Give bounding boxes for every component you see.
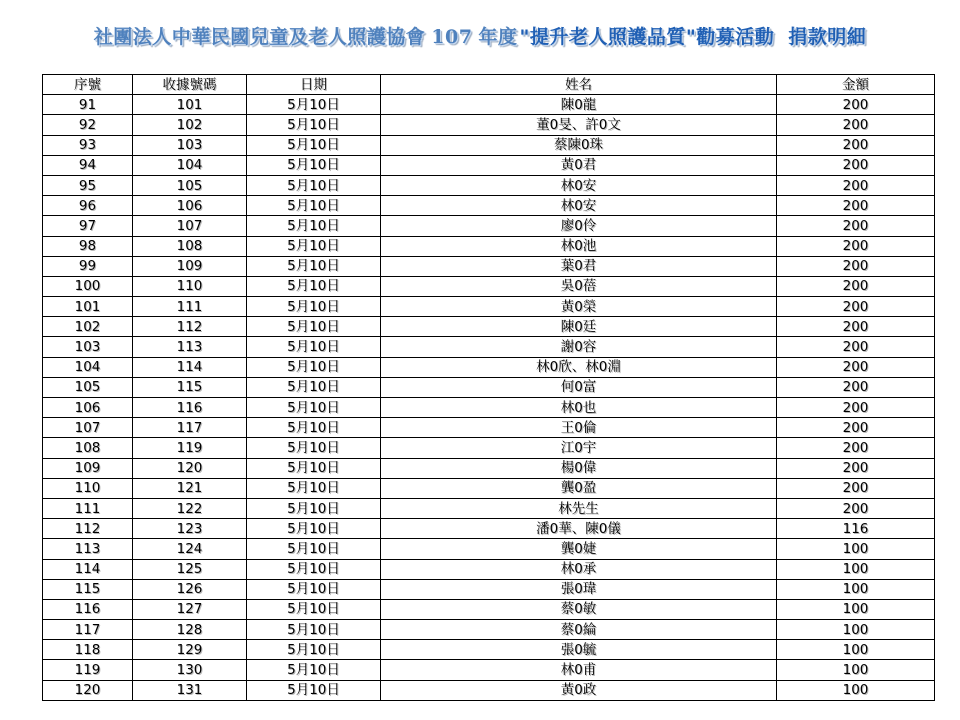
table-row [43, 357, 935, 377]
cell-name: 林0甫 [381, 660, 777, 680]
table-row [43, 95, 935, 115]
cell-seq: 107 [43, 418, 133, 438]
cell-name: 林0安 [381, 196, 777, 216]
cell-seq: 94 [43, 155, 133, 175]
cell-seq: 113 [43, 539, 133, 559]
cell-receipt: 113 [133, 337, 247, 357]
cell-seq: 104 [43, 357, 133, 377]
cell-seq: 119 [43, 660, 133, 680]
table-row [43, 539, 935, 559]
cell-amount: 100 [777, 579, 935, 599]
cell-receipt: 130 [133, 660, 247, 680]
cell-date: 5月10日 [247, 357, 381, 377]
cell-date: 5月10日 [247, 236, 381, 256]
cell-amount: 100 [777, 599, 935, 619]
cell-seq: 118 [43, 640, 133, 660]
cell-seq: 108 [43, 438, 133, 458]
table-row [43, 377, 935, 397]
cell-seq: 114 [43, 559, 133, 579]
cell-date: 5月10日 [247, 196, 381, 216]
cell-amount: 200 [777, 337, 935, 357]
cell-receipt: 124 [133, 539, 247, 559]
cell-seq: 97 [43, 216, 133, 236]
cell-name: 廖0伶 [381, 216, 777, 236]
cell-amount: 200 [777, 317, 935, 337]
cell-amount: 200 [777, 478, 935, 498]
cell-name: 董0旻、許0文 [381, 115, 777, 135]
cell-seq: 112 [43, 519, 133, 539]
cell-amount: 100 [777, 620, 935, 640]
cell-name: 蔡0綸 [381, 620, 777, 640]
cell-name: 林0承 [381, 559, 777, 579]
cell-seq: 105 [43, 377, 133, 397]
cell-amount: 200 [777, 236, 935, 256]
cell-amount: 100 [777, 680, 935, 700]
cell-receipt: 111 [133, 297, 247, 317]
cell-name: 陳0龍 [381, 95, 777, 115]
cell-receipt: 102 [133, 115, 247, 135]
cell-amount: 200 [777, 95, 935, 115]
cell-seq: 110 [43, 478, 133, 498]
header-amount: 金額 [777, 75, 935, 95]
table-body [43, 95, 935, 701]
cell-date: 5月10日 [247, 276, 381, 296]
cell-name: 葉0君 [381, 256, 777, 276]
table-row [43, 337, 935, 357]
cell-date: 5月10日 [247, 377, 381, 397]
cell-name: 謝0容 [381, 337, 777, 357]
cell-receipt: 128 [133, 620, 247, 640]
cell-receipt: 125 [133, 559, 247, 579]
table-row [43, 398, 935, 418]
cell-name: 張0毓 [381, 640, 777, 660]
cell-name: 林0欣、林0淵 [381, 357, 777, 377]
table-row [43, 579, 935, 599]
cell-receipt: 127 [133, 599, 247, 619]
cell-date: 5月10日 [247, 297, 381, 317]
table-row [43, 276, 935, 296]
cell-name: 江0宇 [381, 438, 777, 458]
title-suffix: 捐款明細 [788, 26, 867, 48]
cell-amount: 200 [777, 357, 935, 377]
table-row [43, 115, 935, 135]
cell-date: 5月10日 [247, 337, 381, 357]
cell-seq: 120 [43, 680, 133, 700]
table-row [43, 458, 935, 478]
title-organization: 社團法人中華民國兒童及老人照護協會 [93, 26, 426, 48]
cell-date: 5月10日 [247, 418, 381, 438]
cell-date: 5月10日 [247, 256, 381, 276]
table-row [43, 196, 935, 216]
donation-table [42, 74, 935, 701]
table-row [43, 175, 935, 195]
cell-seq: 91 [43, 95, 133, 115]
cell-amount: 200 [777, 377, 935, 397]
title-year: 107 [431, 26, 473, 48]
table-row [43, 498, 935, 518]
table-row [43, 478, 935, 498]
cell-date: 5月10日 [247, 458, 381, 478]
header-name: 姓名 [381, 75, 777, 95]
cell-seq: 111 [43, 498, 133, 518]
cell-name: 吳0蓓 [381, 276, 777, 296]
cell-date: 5月10日 [247, 216, 381, 236]
cell-amount: 100 [777, 539, 935, 559]
header-date: 日期 [247, 75, 381, 95]
cell-seq: 101 [43, 297, 133, 317]
cell-receipt: 104 [133, 155, 247, 175]
cell-amount: 200 [777, 175, 935, 195]
table-row [43, 680, 935, 700]
cell-date: 5月10日 [247, 135, 381, 155]
cell-seq: 98 [43, 236, 133, 256]
cell-amount: 200 [777, 418, 935, 438]
table-row [43, 438, 935, 458]
cell-date: 5月10日 [247, 680, 381, 700]
table-row [43, 256, 935, 276]
cell-receipt: 122 [133, 498, 247, 518]
cell-amount: 116 [777, 519, 935, 539]
cell-seq: 93 [43, 135, 133, 155]
cell-date: 5月10日 [247, 115, 381, 135]
title-campaign: "提升老人照護品質"勸募活動 [519, 26, 775, 48]
cell-seq: 116 [43, 599, 133, 619]
table-row [43, 297, 935, 317]
table-row [43, 216, 935, 236]
table-row [43, 317, 935, 337]
cell-receipt: 109 [133, 256, 247, 276]
cell-amount: 200 [777, 135, 935, 155]
cell-name: 蔡陳0珠 [381, 135, 777, 155]
cell-amount: 200 [777, 256, 935, 276]
cell-receipt: 103 [133, 135, 247, 155]
cell-receipt: 105 [133, 175, 247, 195]
cell-receipt: 120 [133, 458, 247, 478]
cell-seq: 109 [43, 458, 133, 478]
cell-receipt: 123 [133, 519, 247, 539]
cell-date: 5月10日 [247, 579, 381, 599]
table-row [43, 135, 935, 155]
cell-name: 林0池 [381, 236, 777, 256]
cell-date: 5月10日 [247, 519, 381, 539]
cell-amount: 200 [777, 297, 935, 317]
cell-date: 5月10日 [247, 95, 381, 115]
cell-amount: 100 [777, 640, 935, 660]
cell-date: 5月10日 [247, 155, 381, 175]
cell-name: 何0富 [381, 377, 777, 397]
cell-name: 黃0君 [381, 155, 777, 175]
cell-amount: 200 [777, 216, 935, 236]
cell-amount: 200 [777, 398, 935, 418]
cell-name: 蔡0敏 [381, 599, 777, 619]
cell-name: 林先生 [381, 498, 777, 518]
cell-receipt: 131 [133, 680, 247, 700]
title-year-label: 年度 [478, 26, 518, 48]
table-row [43, 620, 935, 640]
cell-receipt: 119 [133, 438, 247, 458]
cell-seq: 100 [43, 276, 133, 296]
cell-date: 5月10日 [247, 175, 381, 195]
cell-receipt: 108 [133, 236, 247, 256]
cell-seq: 102 [43, 317, 133, 337]
cell-receipt: 129 [133, 640, 247, 660]
cell-name: 張0瑋 [381, 579, 777, 599]
cell-receipt: 107 [133, 216, 247, 236]
table-row [43, 640, 935, 660]
cell-date: 5月10日 [247, 498, 381, 518]
cell-name: 龔0婕 [381, 539, 777, 559]
cell-name: 龔0盈 [381, 478, 777, 498]
cell-date: 5月10日 [247, 559, 381, 579]
cell-name: 陳0廷 [381, 317, 777, 337]
cell-seq: 115 [43, 579, 133, 599]
cell-amount: 200 [777, 115, 935, 135]
cell-name: 楊0偉 [381, 458, 777, 478]
cell-amount: 100 [777, 660, 935, 680]
cell-date: 5月10日 [247, 539, 381, 559]
cell-seq: 92 [43, 115, 133, 135]
table-row [43, 236, 935, 256]
table-row [43, 418, 935, 438]
cell-amount: 200 [777, 155, 935, 175]
cell-receipt: 117 [133, 418, 247, 438]
header-seq: 序號 [43, 75, 133, 95]
cell-date: 5月10日 [247, 478, 381, 498]
header-receipt: 收據號碼 [133, 75, 247, 95]
cell-date: 5月10日 [247, 640, 381, 660]
cell-receipt: 121 [133, 478, 247, 498]
cell-amount: 200 [777, 276, 935, 296]
table-row [43, 155, 935, 175]
cell-receipt: 116 [133, 398, 247, 418]
cell-name: 林0安 [381, 175, 777, 195]
table-row [43, 519, 935, 539]
cell-amount: 200 [777, 458, 935, 478]
cell-amount: 100 [777, 559, 935, 579]
cell-date: 5月10日 [247, 398, 381, 418]
cell-date: 5月10日 [247, 620, 381, 640]
cell-receipt: 110 [133, 276, 247, 296]
cell-receipt: 115 [133, 377, 247, 397]
cell-seq: 106 [43, 398, 133, 418]
cell-date: 5月10日 [247, 317, 381, 337]
cell-date: 5月10日 [247, 438, 381, 458]
cell-name: 王0倫 [381, 418, 777, 438]
cell-seq: 103 [43, 337, 133, 357]
table-row [43, 599, 935, 619]
cell-amount: 200 [777, 438, 935, 458]
cell-receipt: 101 [133, 95, 247, 115]
cell-receipt: 126 [133, 579, 247, 599]
cell-seq: 96 [43, 196, 133, 216]
cell-date: 5月10日 [247, 660, 381, 680]
cell-receipt: 114 [133, 357, 247, 377]
table-row [43, 660, 935, 680]
cell-name: 林0也 [381, 398, 777, 418]
cell-name: 潘0華、陳0儀 [381, 519, 777, 539]
cell-receipt: 106 [133, 196, 247, 216]
cell-amount: 200 [777, 196, 935, 216]
cell-seq: 117 [43, 620, 133, 640]
cell-seq: 99 [43, 256, 133, 276]
cell-name: 黃0政 [381, 680, 777, 700]
cell-name: 黃0榮 [381, 297, 777, 317]
table-header-row [43, 75, 935, 95]
cell-amount: 200 [777, 498, 935, 518]
cell-date: 5月10日 [247, 599, 381, 619]
page-title [0, 22, 960, 49]
table-row [43, 559, 935, 579]
cell-receipt: 112 [133, 317, 247, 337]
cell-seq: 95 [43, 175, 133, 195]
